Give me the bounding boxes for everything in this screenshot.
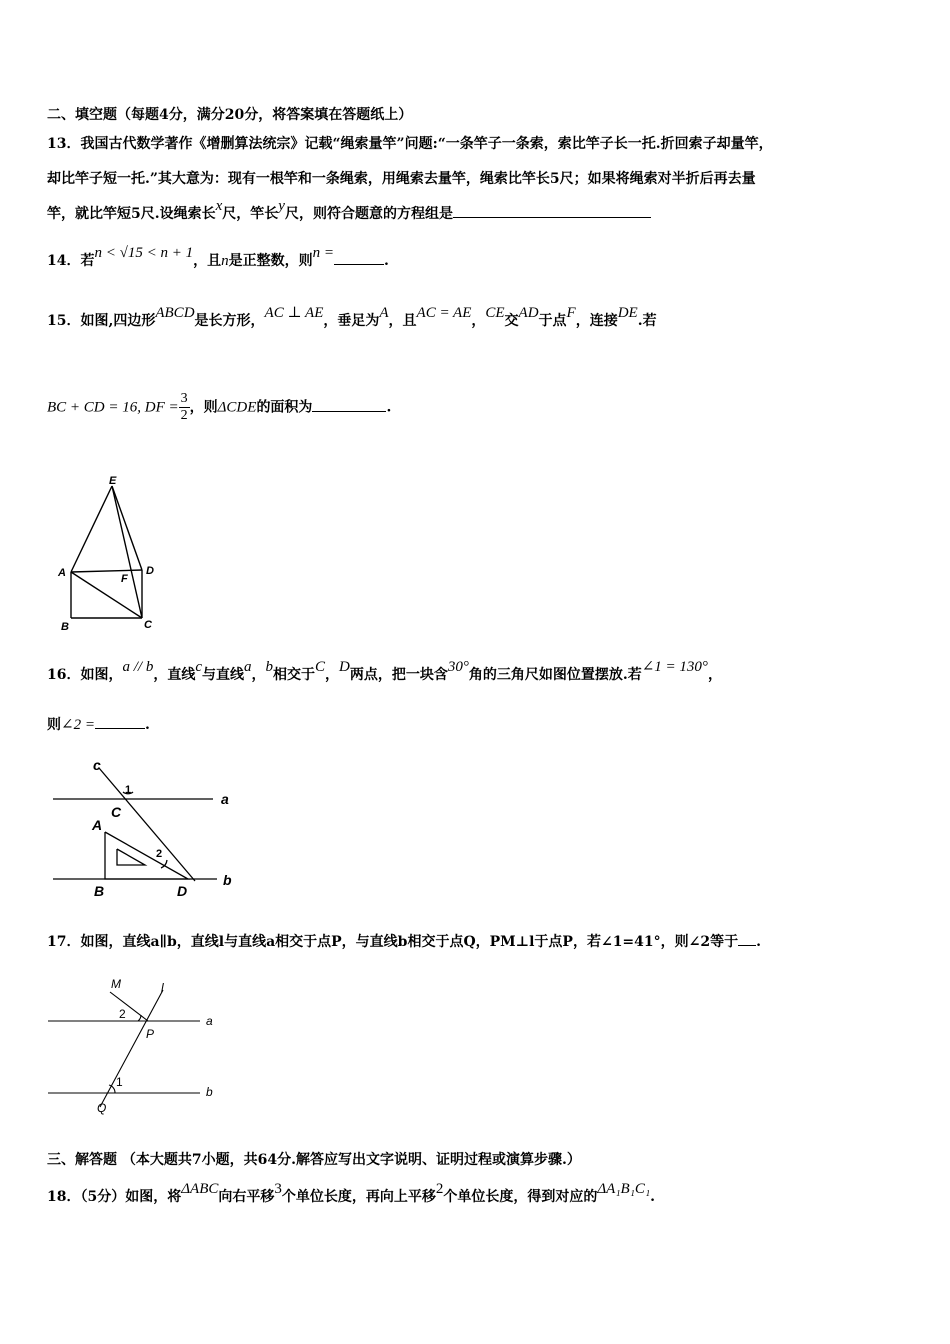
var-x: x	[215, 198, 223, 214]
inner-triangle	[117, 849, 145, 865]
label-2: 2	[119, 1007, 126, 1021]
label-d: D	[146, 565, 154, 577]
fraction-three-halves: $\frac{3}{2}$	[180, 391, 188, 423]
q15-line-1: 15．如图,四边形ABCD是长方形，AC ⊥ AE，垂足为A，且AC = AE，CE交AD于点F，连接DE.若	[47, 305, 657, 329]
q16-line-2: 则∠2 = .	[47, 717, 150, 733]
section-3-header: 三、解答题 （本大题共7小题，共64分.解答应写出文字说明、证明过程或演算步骤.）	[47, 1152, 581, 1168]
label-b: B	[61, 621, 69, 633]
label-e: E	[109, 475, 117, 487]
q18-line: 18．（5分）如图，将ΔABC向右平移3个单位长度，再向上平移2个单位长度，得到对应的ΔA₁B₁C₁.	[47, 1181, 656, 1205]
label-f: F	[121, 573, 128, 585]
angle-2-arc	[138, 1015, 141, 1021]
label-2: 2	[156, 848, 163, 860]
label-b-point: B	[94, 883, 105, 899]
label-m: M	[111, 977, 121, 991]
q15-answer-blank[interactable]	[312, 399, 386, 412]
line-pm	[110, 992, 148, 1021]
q17-figure	[45, 972, 225, 1122]
q17-line: 17．如图，直线a∥b，直线l与直线a相交于点P，与直线b相交于点Q，PM⊥l于点P，若∠1=41°，则∠2等于 .	[47, 934, 761, 950]
label-b-line: b	[223, 872, 232, 888]
q14-answer-blank[interactable]	[334, 252, 384, 265]
q13-line-2: 却比竿子短一托.”其大意为：现有一根竿和一条绳索，用绳索去量竿，绳索比竿长5尺；如果将绳索对半折后再去量	[47, 171, 756, 187]
label-d-point: D	[177, 883, 188, 899]
q13-line-3: 竿，就比竿短5尺.设绳索长x尺，竿长y尺，则符合题意的方程组是	[47, 203, 651, 223]
edge-ac	[71, 572, 142, 618]
label-a-point: A	[92, 817, 103, 833]
edge-ea	[71, 486, 112, 572]
q16-line-1: 16．如图，a // b，直线c与直线a，b相交于C，D两点，把一块含30°角的三角尺如图位置摆放.若∠1 = 130°，	[47, 659, 722, 683]
label-a: a	[206, 1014, 213, 1028]
label-p: P	[146, 1027, 155, 1041]
label-c: C	[144, 619, 152, 631]
q17-answer-blank[interactable]	[738, 933, 756, 946]
q13-line-1: 13．我国古代数学著作《增删算法统宗》记载“绳索量竿”问题:“一条竿子一条索，索比竿子长一托.折回索子却量竿，	[47, 136, 773, 152]
q15-figure	[55, 470, 175, 636]
section-2-header: 二、填空题（每题4分，满分20分，将答案填在答题纸上）	[47, 107, 413, 123]
label-c-point: C	[111, 804, 122, 820]
label-q: Q	[97, 1101, 107, 1115]
label-b: b	[206, 1085, 213, 1099]
line-l	[100, 990, 163, 1107]
label-a: A	[58, 567, 66, 579]
q14-inequality: n < √15 < n + 1	[94, 245, 194, 261]
var-y: y	[278, 198, 285, 214]
label-c-line: c	[93, 757, 101, 773]
edge-ed	[112, 486, 142, 570]
label-1: 1	[116, 1075, 123, 1089]
label-1: 1	[125, 784, 132, 796]
q14-line: 14．若n < √15 < n + 1，且n是正整数，则n = .	[47, 245, 389, 269]
line-c	[99, 768, 195, 881]
q13-answer-blank[interactable]	[453, 205, 651, 218]
q16-figure	[45, 750, 245, 900]
q16-answer-blank[interactable]	[95, 716, 145, 729]
q15-condition: BC + CD = 16, DF =	[47, 399, 179, 416]
edge-ec	[112, 486, 142, 618]
label-a-line: a	[221, 791, 229, 807]
q15-line-2: BC + CD = 16, DF = $\frac{3}{2}$ ，则ΔCDE的面积为 .	[47, 391, 392, 423]
label-l: l	[161, 981, 164, 995]
